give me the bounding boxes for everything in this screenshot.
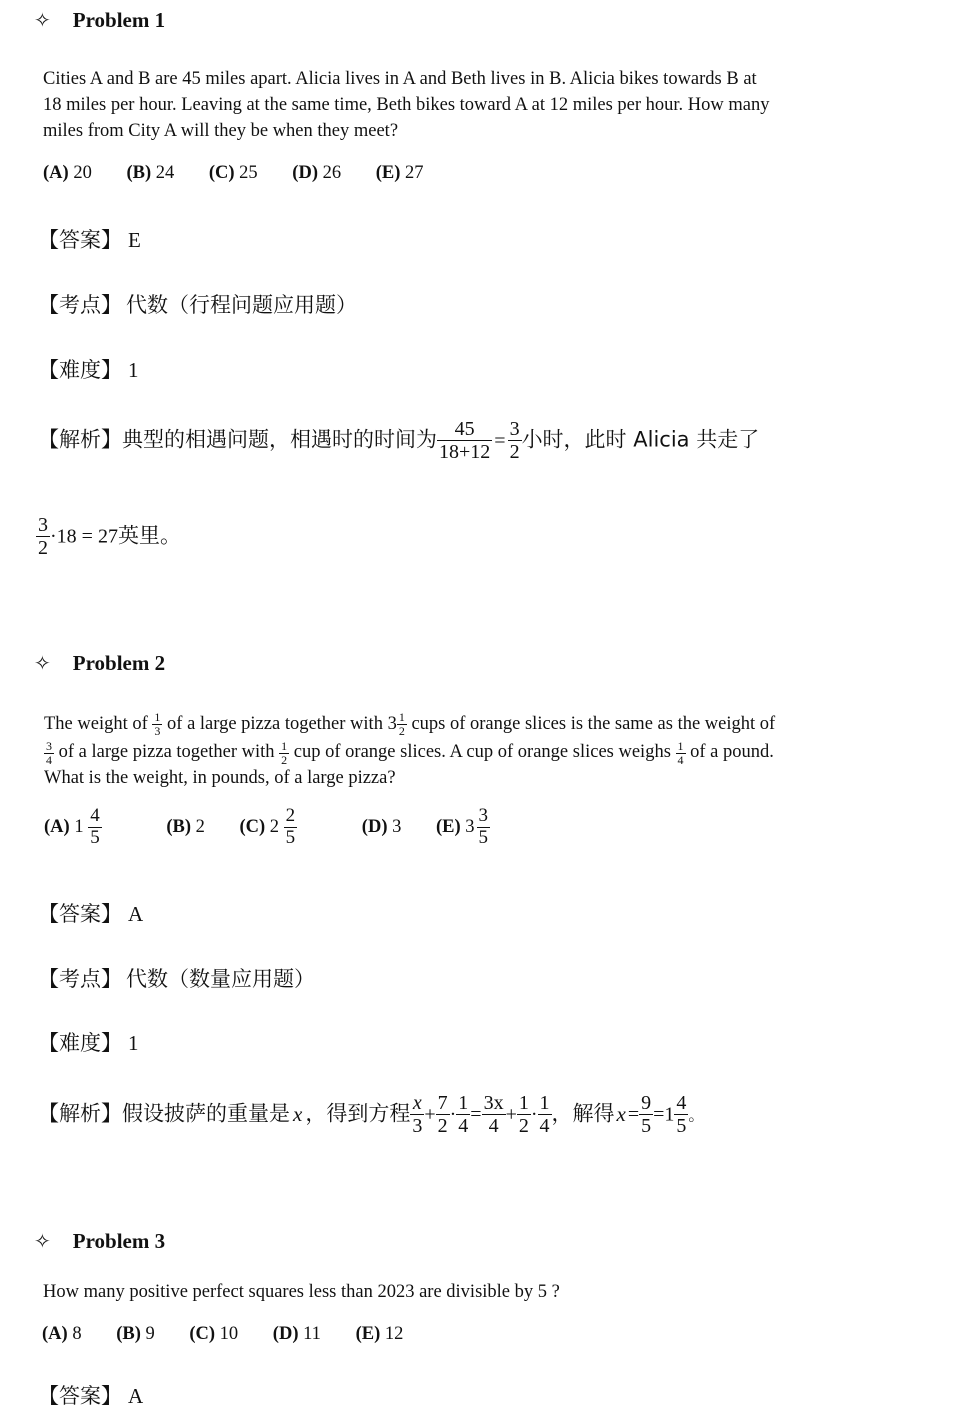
problem-1-text <box>43 66 770 144</box>
problem-1-heading: ✧ Problem 1 <box>34 8 166 32</box>
problem-2-heading: ✧ Problem 2 <box>34 651 166 675</box>
choice-d: (D) 11 <box>272 1324 321 1344</box>
problem-2-analysis: 【解析】假设披萨的重量是 x ，得到方程 $\frac{x}{3}$ + $\frac{7}{2}$ · $\frac{1}{4}$ = $\frac{3x}{4}$ + $\frac{1}{2}$ · $\frac{1}{4}$ ，解得x = $\frac{9}{5}$ =1 $\frac{4}{5}$ 。 <box>38 1092 705 1137</box>
choice-b: (B) 24 <box>126 163 175 183</box>
choice-e: (E) 12 <box>355 1324 404 1344</box>
choice-e: (E) 27 <box>375 163 424 183</box>
problem-2-topic: 【考点】 代数（数量应用题） <box>38 967 315 991</box>
problem-1-line-3: miles from City A will they be when they meet? <box>43 121 399 141</box>
problem-2-line-2: $\frac{3}{4}$ of a large pizza together with $\frac{1}{2}$ cup of orange slices. A cup of orange slices weighs $\frac{1}{4}$ of a pound. <box>46 738 774 767</box>
fraction-3-over-2: $\frac{3}{2}$ <box>38 514 48 559</box>
problem-1-line-1: Cities A and B are 45 miles apart. Alicia lives in A and Beth lives in B. Alicia bikes towards B at <box>43 69 757 89</box>
problem-3-text: How many positive perfect squares less than 2023 are divisible by 5 ? <box>43 1282 560 1302</box>
diamond-bullet-icon: ✧ <box>34 8 51 32</box>
choice-c: (C) 25 <box>208 163 258 183</box>
choice-a: (A) 20 <box>43 163 92 183</box>
problem-3-choices <box>42 1324 433 1345</box>
problem-2-choices <box>44 806 550 849</box>
choice-e: (E) 3 $\frac{3}{5}$ <box>435 805 489 848</box>
fraction-3-over-2: $\frac{3}{2}$ <box>509 418 520 463</box>
choice-b: (B) 9 <box>116 1324 155 1344</box>
diamond-bullet-icon: ✧ <box>34 651 51 675</box>
problem-1-choices <box>43 163 454 184</box>
problem-1-answer: 【答案】 E <box>38 228 141 252</box>
problem-2-text <box>44 710 775 789</box>
choice-b: (B) 2 <box>166 816 205 837</box>
problem-1-topic: 【考点】 代数（行程问题应用题） <box>38 293 357 317</box>
problem-1-analysis: 【解析】典型的相遇问题，相遇时的时间为 $\frac{45}{18+12}$ = $\frac{3}{2}$ 小时，此时 Alicia 共走了 <box>38 418 760 463</box>
problem-2-line-1: The weight of $\frac{1}{3}$ of a large pizza together with 3 $\frac{1}{2}$ cups of orange slices is the same as the weight of <box>44 710 776 739</box>
problem-2-line-3: What is the weight, in pounds, of a large pizza? <box>44 767 396 788</box>
diamond-bullet-icon: ✧ <box>34 1229 51 1253</box>
fraction-45-over-30: $\frac{45}{18+12}$ <box>439 418 491 463</box>
problem-2-difficulty: 【难度】 1 <box>38 1031 139 1055</box>
choice-a: (A) 8 <box>42 1324 82 1344</box>
problem-1-analysis-cont: $\frac{3}{2}$ ·18 = 27英里。 <box>38 514 181 559</box>
choice-d: (D) 26 <box>292 163 342 183</box>
choice-c: (C) 2 $\frac{2}{5}$ <box>239 805 296 848</box>
choice-a: (A) 1 $\frac{4}{5}$ <box>44 805 100 848</box>
choice-c: (C) 10 <box>189 1324 239 1344</box>
problem-3-heading: ✧ Problem 3 <box>34 1229 166 1253</box>
problem-3-answer: 【答案】 A <box>38 1384 144 1408</box>
problem-2-answer: 【答案】 A <box>38 902 144 926</box>
problem-1-difficulty: 【难度】 1 <box>38 358 139 382</box>
problem-1-line-2: 18 miles per hour. Leaving at the same time, Beth bikes toward A at 12 miles per hour. How many <box>43 95 770 115</box>
choice-d: (D) 3 <box>361 816 402 837</box>
